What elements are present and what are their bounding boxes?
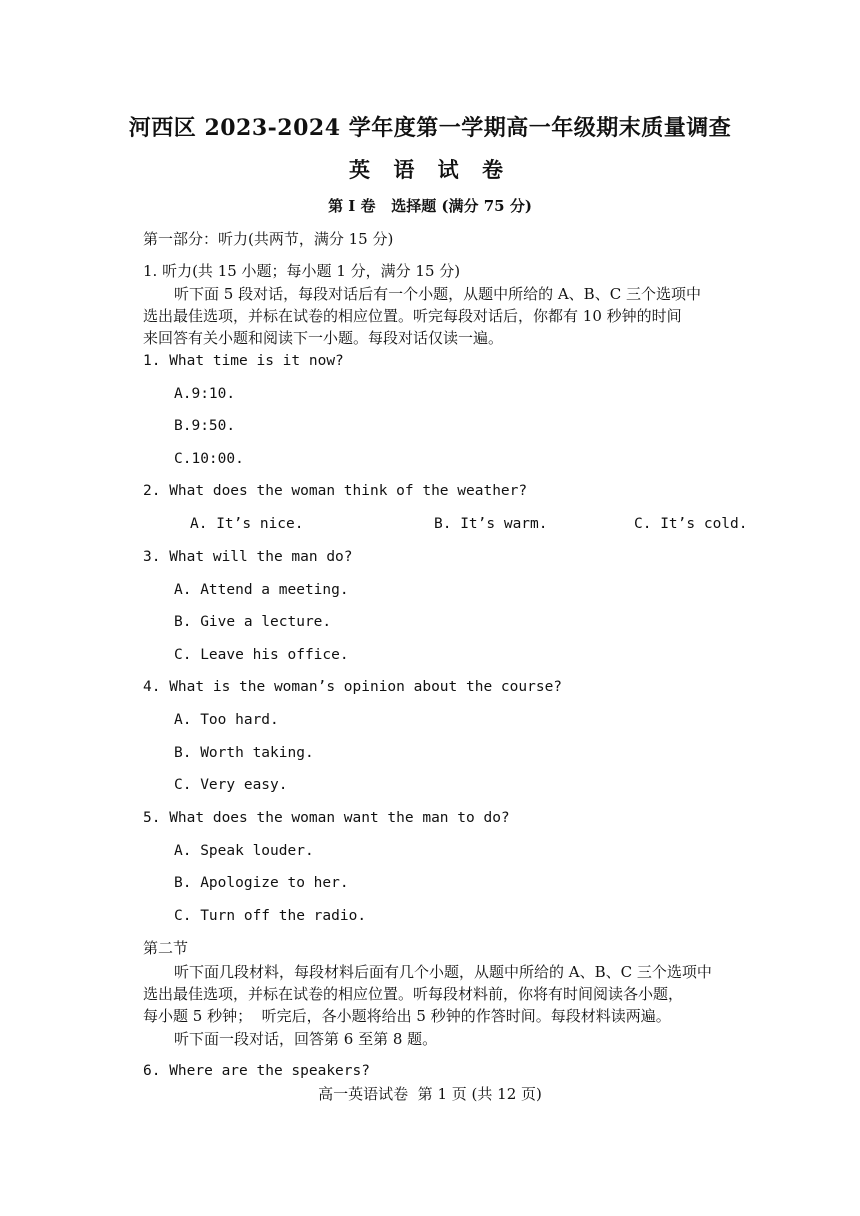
section1-instruction-line: 听下面 5 段对话，每段对话后有一个小题，从题中所给的 A、B、C 三个选项中 bbox=[174, 285, 701, 303]
page-footer: 高一英语试卷 第 1 页 (共 12 页) bbox=[318, 1085, 542, 1103]
question-stem: 4. What is the woman’s opinion about the course? bbox=[143, 679, 563, 695]
question-option: B. Worth taking. bbox=[174, 745, 314, 761]
question-option: B. Apologize to her. bbox=[174, 875, 349, 891]
question-stem: 1. What time is it now? bbox=[143, 353, 344, 369]
section2-instruction-line: 每小题 5 秒钟； 听完后，各小题将给出 5 秒钟的作答时间。每段材料读两遍。 bbox=[143, 1007, 671, 1025]
question-option: A. Speak louder. bbox=[174, 843, 314, 859]
question-option: B. Give a lecture. bbox=[174, 614, 332, 630]
section2-instruction-line: 听下面一段对话，回答第 6 至第 8 题。 bbox=[174, 1030, 438, 1048]
volume-heading: 第 I 卷 选择题 (满分 75 分) bbox=[328, 197, 532, 215]
question-stem: 3. What will the man do? bbox=[143, 549, 353, 565]
question-option: B.9:50. bbox=[174, 418, 236, 434]
question-option: A. Attend a meeting. bbox=[174, 582, 349, 598]
question-option: A. Too hard. bbox=[174, 712, 279, 728]
question-option: A. It’s nice. bbox=[190, 516, 304, 532]
question-option: B. It’s warm. bbox=[434, 516, 548, 532]
question-stem: 5. What does the woman want the man to do? bbox=[143, 810, 510, 826]
question-option: C. Leave his office. bbox=[174, 647, 349, 663]
question-option: C. Very easy. bbox=[174, 777, 288, 793]
section2-instruction-line: 听下面几段材料，每段材料后面有几个小题，从题中所给的 A、B、C 三个选项中 bbox=[174, 963, 712, 981]
question-option: C. It’s cold. bbox=[634, 516, 748, 532]
section1-instruction-line: 选出最佳选项，并标在试卷的相应位置。听完每段对话后，你都有 10 秒钟的时间 bbox=[143, 307, 682, 325]
section1-heading: 1. 听力(共 15 小题；每小题 1 分，满分 15 分) bbox=[143, 262, 461, 280]
question-option: C. Turn off the radio. bbox=[174, 908, 367, 924]
exam-title: 河西区 2023-2024 学年度第一学期高一年级期末质量调查 bbox=[128, 115, 732, 141]
section1-instruction-line: 来回答有关小题和阅读下一小题。每段对话仅读一遍。 bbox=[143, 329, 504, 347]
part1-heading: 第一部分：听力(共两节，满分 15 分) bbox=[143, 230, 394, 248]
section2-instruction-line: 选出最佳选项，并标在试卷的相应位置。听每段材料前，你将有时间阅读各小题， bbox=[143, 985, 684, 1003]
exam-subtitle: 英 语 试 卷 bbox=[349, 157, 511, 182]
question-option: C.10:00. bbox=[174, 451, 244, 467]
section2-heading: 第二节 bbox=[143, 939, 189, 957]
question-stem: 6. Where are the speakers? bbox=[143, 1063, 370, 1079]
question-stem: 2. What does the woman think of the weather? bbox=[143, 483, 528, 499]
question-option: A.9:10. bbox=[174, 386, 236, 402]
